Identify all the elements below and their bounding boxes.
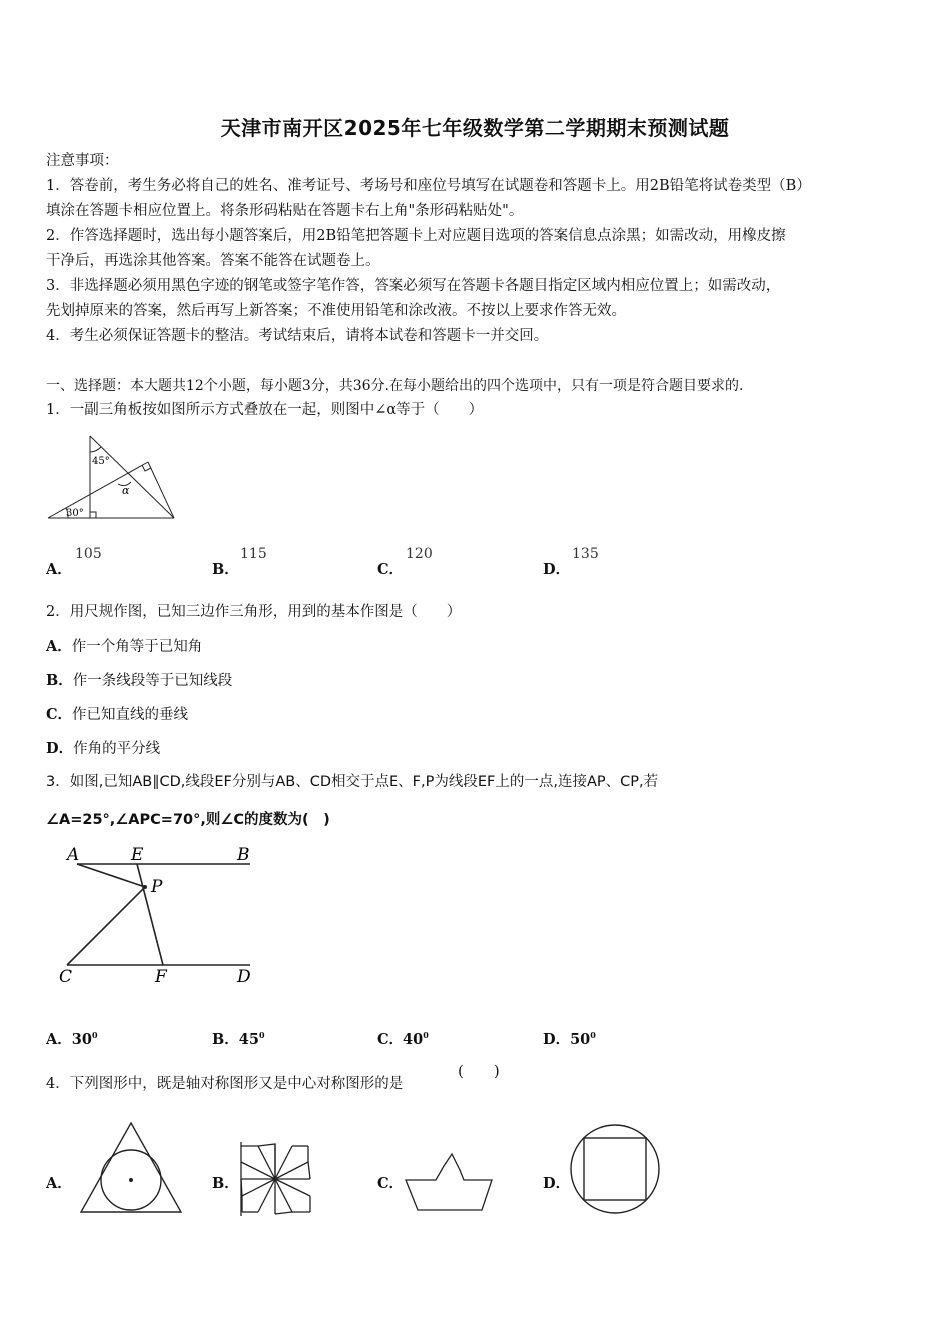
q2-stem: 2．用尺规作图，已知三边作三角形，用到的基本作图是（ ）: [46, 604, 462, 620]
q1-angle-30-label: 30°: [66, 508, 84, 519]
q3-option-a: A．$30^0$: [46, 1030, 98, 1048]
q1-option-d-label: D．: [543, 561, 571, 578]
q4-paren: ( ): [458, 1062, 500, 1080]
q4-option-b-figure: [238, 1140, 314, 1218]
q3-point-b: B: [237, 845, 250, 865]
q1-stem: 1．一副三角板按如图所示方式叠放在一起，则图中∠α等于（ ）: [46, 402, 484, 418]
q4-option-c-figure: [404, 1150, 496, 1214]
q2-option-b: B．作一条线段等于已知线段: [46, 672, 233, 689]
q1-option-d-value: 135: [572, 546, 599, 562]
q4-option-d-label: D．: [543, 1175, 571, 1192]
q3-point-d: D: [237, 967, 251, 987]
q1-option-a-label: A．: [46, 561, 72, 578]
notice-line: 先划掉原来的答案，然后再写上新答案；不准使用铅笔和涂改液。不按以上要求作答无效。: [46, 303, 626, 319]
q2-option-a: A．作一个角等于已知角: [46, 638, 203, 655]
q3-point-e: E: [131, 845, 144, 865]
notice-line: 4．考生必须保证答题卡的整洁。考试结束后，请将本试卷和答题卡一并交回。: [46, 328, 549, 344]
page-title: 天津市南开区2025年七年级数学第二学期期末预测试题: [220, 116, 730, 140]
q1-option-c-label: C．: [377, 561, 404, 578]
notice-line: 干净后，再选涂其他答案。答案不能答在试题卷上。: [46, 253, 380, 269]
q3-option-b: B．$45^0$: [212, 1030, 265, 1048]
q4-option-b-label: B．: [212, 1175, 239, 1192]
notice-line: 填涂在答题卡相应位置上。将条形码粘贴在答题卡右上角"条形码粘贴处"。: [46, 203, 524, 219]
q3-point-a: A: [67, 845, 80, 865]
q4-option-a-figure: [78, 1120, 184, 1216]
section-heading: 一、选择题：本大题共12个小题，每小题3分，共36分.在每小题给出的四个选项中，只有一项是符合题目要求的.: [46, 378, 744, 394]
q1-option-c-value: 120: [406, 546, 433, 562]
q3-option-d: D．$50^0$: [543, 1030, 596, 1048]
q1-alpha-label: α: [122, 484, 130, 497]
q1-option-b-label: B．: [212, 561, 239, 578]
q3-parallel-lines-figure: [55, 842, 270, 992]
q2-option-d: D．作角的平分线: [46, 740, 161, 757]
q3-stem-line2: ∠A=25°,∠APC=70°,则∠C的度数为( ): [46, 812, 330, 828]
notice-heading: 注意事项：: [46, 153, 119, 169]
q4-stem: 4．下列图形中，既是轴对称图形又是中心对称图形的是: [46, 1076, 404, 1092]
q1-angle-45-label: 45°: [92, 456, 110, 467]
q3-point-p: P: [151, 877, 163, 897]
q3-point-f: F: [155, 967, 167, 987]
q1-triangle-figure: [46, 432, 180, 524]
q4-option-a-label: A．: [46, 1175, 72, 1192]
notice-line: 1．答卷前，考生务必将自己的姓名、准考证号、考场号和座位号填写在试题卷和答题卡上。用2B铅笔将试卷类型（B）: [46, 178, 811, 194]
q3-option-c: C．$40^0$: [377, 1030, 429, 1048]
q4-option-c-label: C．: [377, 1175, 404, 1192]
q1-option-a-value: 105: [75, 546, 102, 562]
q2-option-c: C．作已知直线的垂线: [46, 706, 189, 723]
q1-option-b-value: 115: [240, 546, 267, 562]
q3-point-c: C: [59, 967, 73, 987]
q4-option-d-figure: [568, 1122, 662, 1216]
notice-line: 3．非选择题必须用黑色字迹的钢笔或签字笔作答，答案必须写在答题卡各题目指定区域内相应位置上；如需改动，: [46, 278, 781, 294]
q3-stem-line1: 3．如图,已知AB∥CD,线段EF分别与AB、CD相交于点E、F,P为线段EF上的一点,连接AP、CP,若: [46, 774, 659, 790]
notice-line: 2．作答选择题时，选出每小题答案后，用2B铅笔把答题卡上对应题目选项的答案信息点涂黑；如需改动，用橡皮擦: [46, 228, 786, 244]
